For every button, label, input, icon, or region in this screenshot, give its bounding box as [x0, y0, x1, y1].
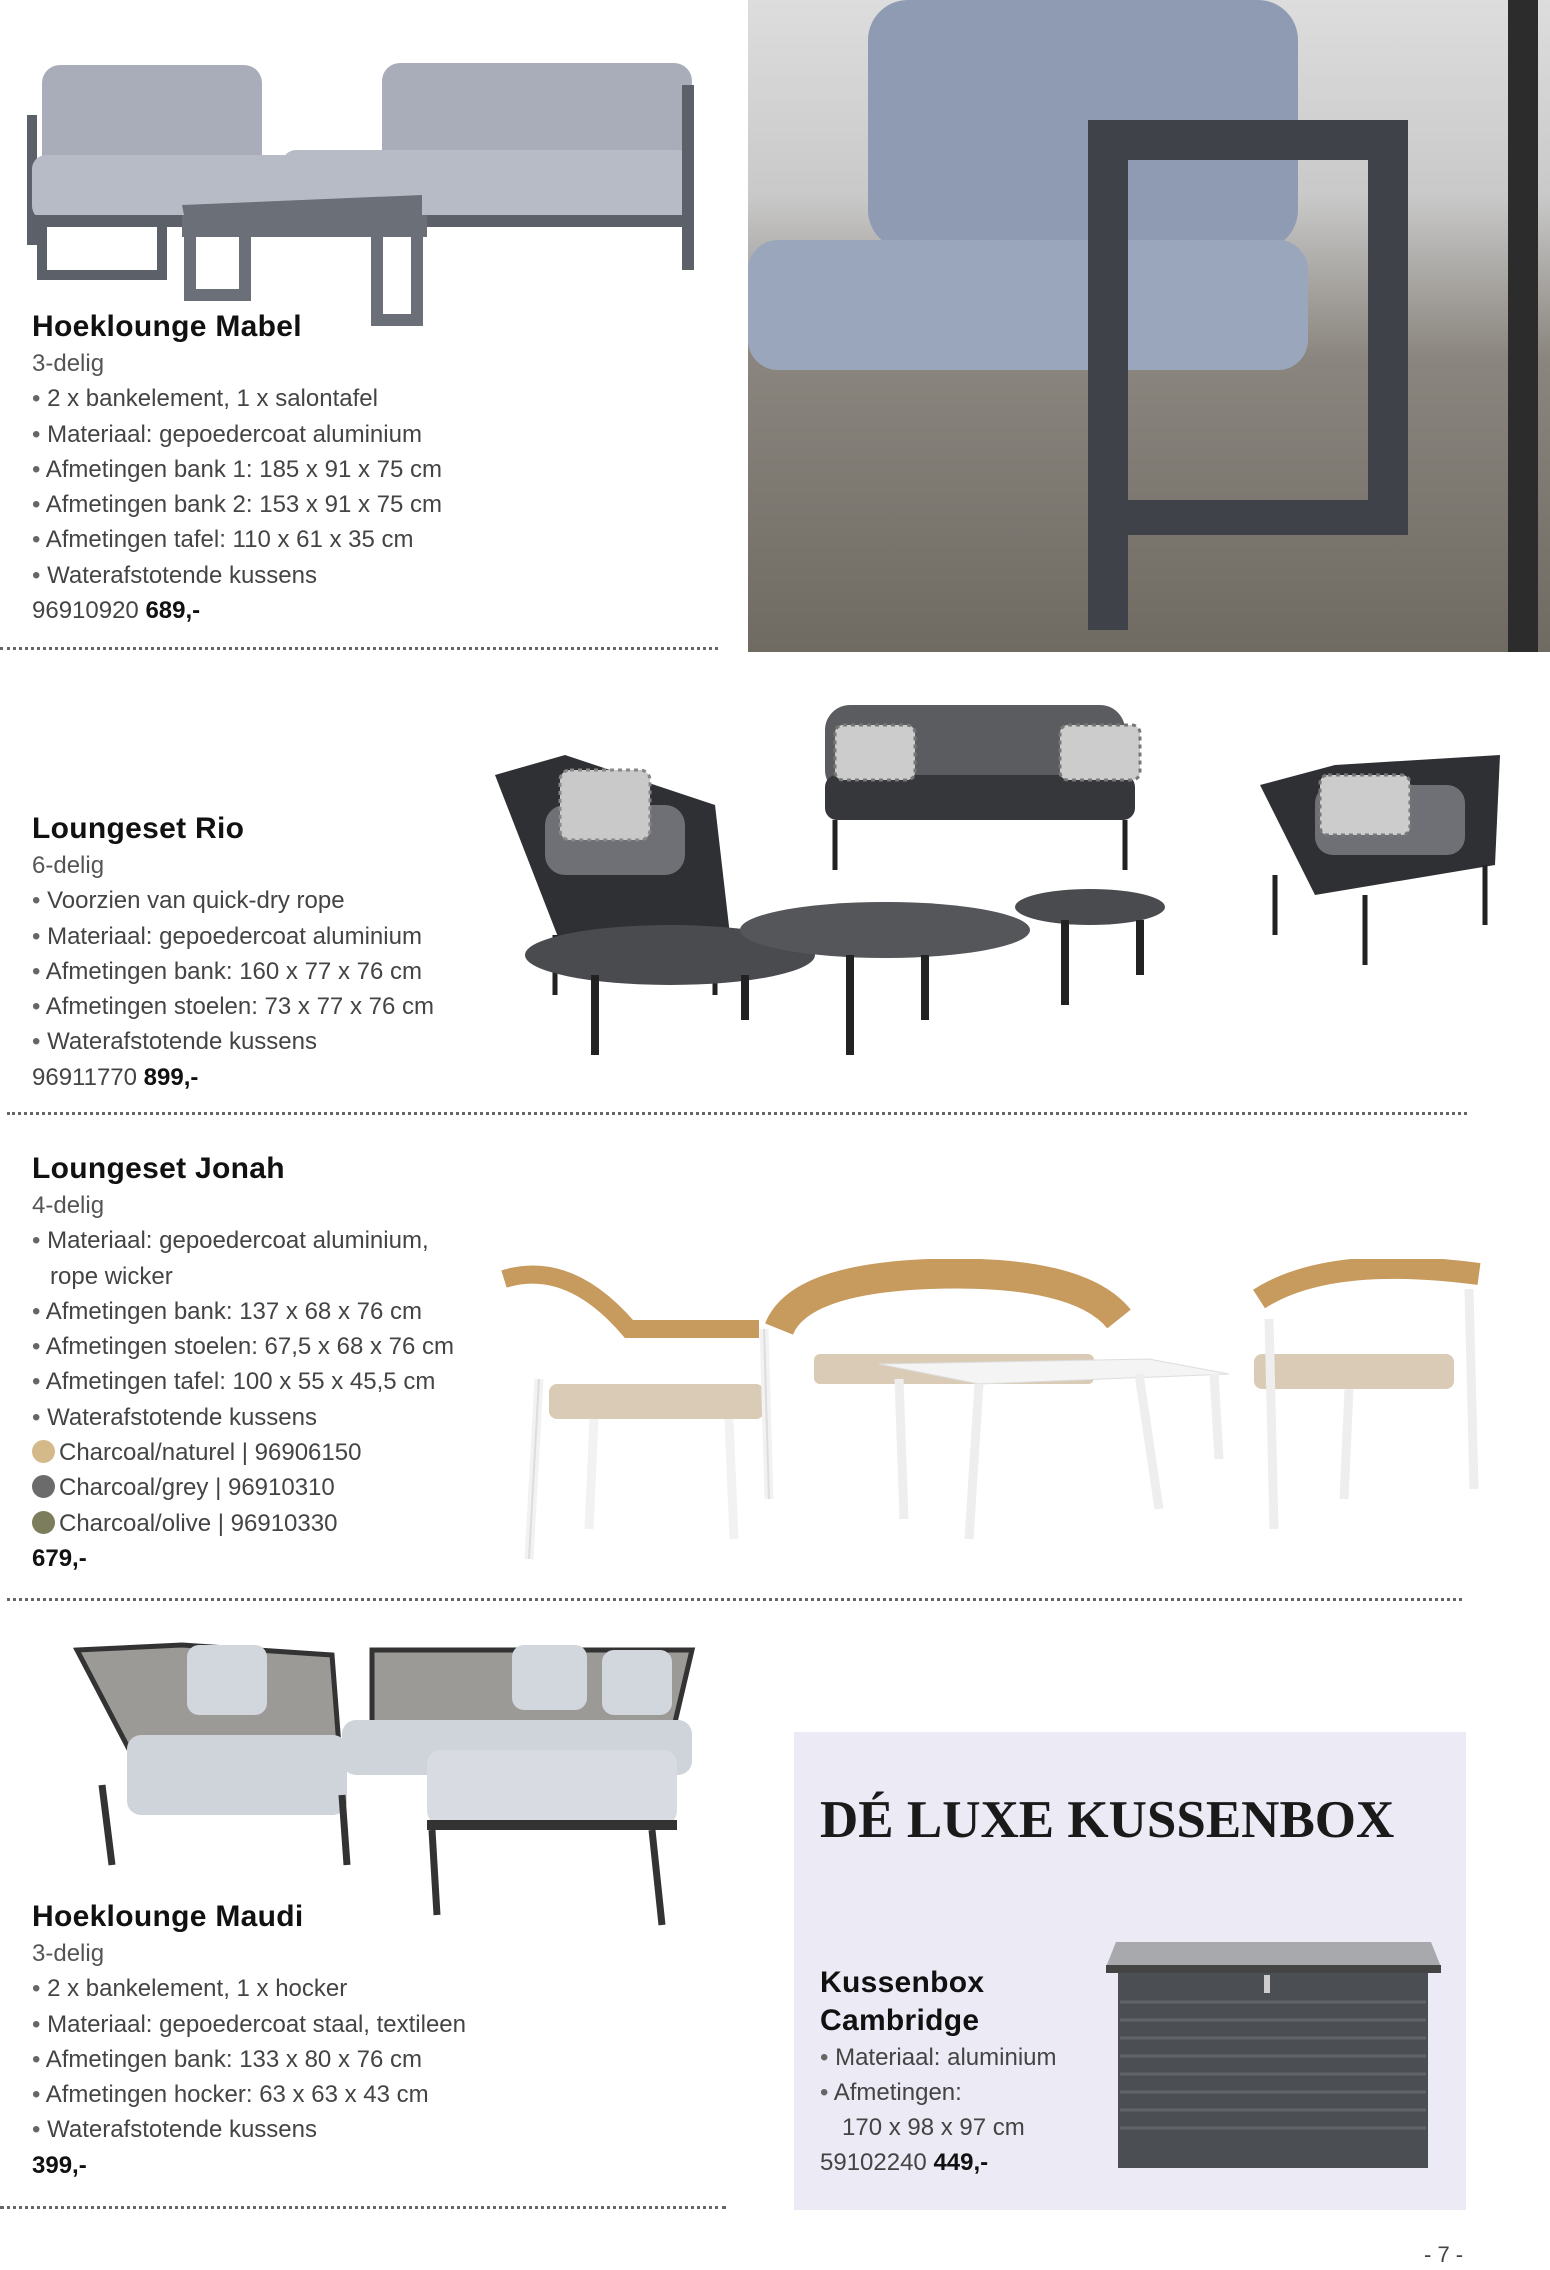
spec-item: • Voorzien van quick-dry rope	[32, 883, 434, 918]
color-swatch-grey	[32, 1475, 55, 1498]
product-loungeset-rio	[32, 810, 434, 1095]
spec-item: • 2 x bankelement, 1 x salontafel	[32, 381, 442, 416]
product-title-line1: Kussenbox	[820, 1966, 985, 1999]
product-title: Loungeset Rio	[32, 812, 245, 845]
spec-item: • Afmetingen bank: 160 x 77 x 76 cm	[32, 954, 434, 989]
spec-item: • Afmetingen bank 1: 185 x 91 x 75 cm	[32, 452, 442, 487]
product-title: Loungeset Jonah	[32, 1152, 285, 1185]
spec-item: • Afmetingen bank: 133 x 80 x 76 cm	[32, 2042, 466, 2077]
article-number: 59102240	[820, 2149, 927, 2176]
spec-dimension: 170 x 98 x 97 cm	[842, 2114, 1025, 2141]
product-title-line2: Cambridge	[820, 2004, 980, 2037]
spec-item: • 2 x bankelement, 1 x hocker	[32, 1971, 466, 2006]
article-number: 96911770	[32, 1063, 137, 1091]
page-number: - 7 -	[1424, 2242, 1464, 2267]
hoeklounge-mabel-photo	[748, 0, 1550, 652]
loungeset-jonah-image	[499, 1259, 1489, 1569]
product-hoeklounge-maudi	[32, 1898, 466, 2183]
color-variant: Charcoal/grey | 96910310	[32, 1470, 454, 1505]
spec-item: • Afmetingen bank 2: 153 x 91 x 75 cm	[32, 487, 442, 522]
divider	[7, 1598, 1462, 1601]
hoeklounge-mabel-image	[22, 55, 712, 335]
product-subtitle: 3-delig	[32, 1940, 105, 1967]
spec-item: • Waterafstotende kussens	[32, 1400, 454, 1435]
spec-item: • Afmetingen tafel: 110 x 61 x 35 cm	[32, 522, 442, 557]
spec-item: • Materiaal: gepoedercoat staal, textileen	[32, 2007, 466, 2042]
loungeset-rio-image	[485, 695, 1515, 1075]
product-title: Hoeklounge Maudi	[32, 1900, 304, 1933]
product-hoeklounge-mabel	[32, 308, 442, 628]
spec-item: • Materiaal: aluminium	[820, 2040, 1057, 2075]
product-subtitle: 6-delig	[32, 852, 105, 879]
color-swatch-olive	[32, 1511, 55, 1534]
price: 689,-	[145, 597, 201, 625]
divider	[7, 1112, 1467, 1115]
kussenbox-promo-panel	[794, 1732, 1466, 2210]
spec-item: • Materiaal: gepoedercoat aluminium	[32, 417, 442, 452]
spec-item: • Afmetingen hocker: 63 x 63 x 43 cm	[32, 2077, 466, 2112]
spec-item: • Afmetingen:	[820, 2075, 1057, 2110]
product-loungeset-jonah	[32, 1150, 454, 1576]
spec-item: • Afmetingen tafel: 100 x 55 x 45,5 cm	[32, 1364, 454, 1399]
product-subtitle: 3-delig	[32, 350, 105, 377]
spec-item-continuation: rope wicker	[50, 1262, 173, 1290]
product-title: Hoeklounge Mabel	[32, 310, 302, 343]
spec-item: • Materiaal: gepoedercoat aluminium,	[32, 1223, 454, 1258]
spec-item: • Afmetingen stoelen: 73 x 77 x 76 cm	[32, 989, 434, 1024]
spec-item: • Afmetingen bank: 137 x 68 x 76 cm	[32, 1294, 454, 1329]
color-variant: Charcoal/olive | 96910330	[32, 1506, 454, 1541]
divider	[0, 647, 718, 650]
color-variant: Charcoal/naturel | 96906150	[32, 1435, 454, 1470]
spec-item: • Materiaal: gepoedercoat aluminium	[32, 919, 434, 954]
price: 449,-	[933, 2149, 989, 2176]
price: 899,-	[143, 1063, 199, 1091]
product-kussenbox-cambridge	[820, 1964, 1057, 2180]
spec-item: • Afmetingen stoelen: 67,5 x 68 x 76 cm	[32, 1329, 454, 1364]
kussenbox-image	[1106, 1937, 1451, 2182]
color-swatch-naturel	[32, 1440, 55, 1463]
spec-item: • Waterafstotende kussens	[32, 558, 442, 593]
article-number: 96910920	[32, 597, 139, 625]
spec-item: • Waterafstotende kussens	[32, 1024, 434, 1059]
promo-heading: DÉ LUXE KUSSENBOX	[820, 1791, 1395, 1849]
spec-item: • Waterafstotende kussens	[32, 2112, 466, 2147]
price: 399,-	[32, 2151, 87, 2179]
product-subtitle: 4-delig	[32, 1192, 105, 1219]
price: 679,-	[32, 1544, 87, 1572]
divider	[0, 2206, 726, 2209]
